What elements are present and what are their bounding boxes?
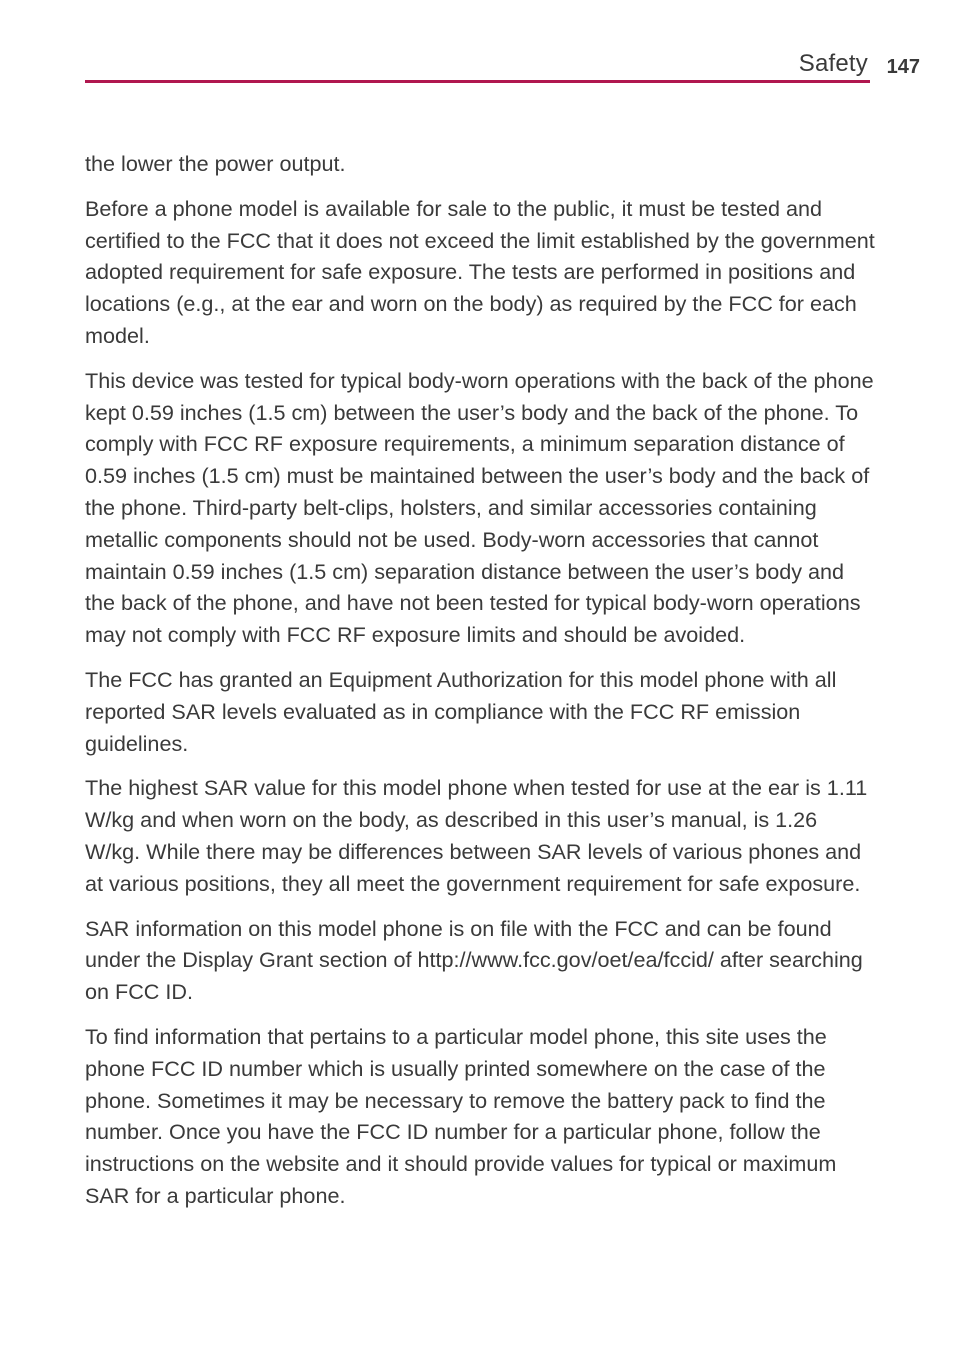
paragraph-equipment-authorization: The FCC has granted an Equipment Authorization for this model phone with all reported SAR levels evaluated as in compliance with the FCC RF emission guidelines. xyxy=(85,666,837,756)
section-title: Safety xyxy=(798,50,868,77)
paragraph-power-output: the lower the power output. xyxy=(85,151,346,176)
paragraph-body-worn-operation: This device was tested for typical body-worn operations with the back of the phone kept 0.59 inches (1.5 cm) between the user’s body and the back of the phone. To comply with FCC RF exposure requirements, a minimum separation distance of 0.59 inches (1.5 cm) must be maintained between the user’s body and the back of the phone. Third-party belt-clips, holsters, and similar accessories containing metallic components should not be used. Body-worn accessories that cannot maintain 0.59 inches (1.5 cm) separation distance between the user’s body and the back of the phone, and have not been tested for typical body-worn operations may not comply with FCC RF exposure limits and should be avoided. xyxy=(85,367,874,648)
paragraph-sar-information-link: SAR information on this model phone is on file with the FCC and can be found under the Display Grant section of http://www.fcc.gov/oet/ea/fccid/ after searching on FCC ID. xyxy=(85,915,863,1005)
paragraph-fcc-id-lookup: To find information that pertains to a particular model phone, this site uses the phone FCC ID number which is usually printed somewhere on the case of the phone. Sometimes it may be necessary to remove the battery pack to find the number. Once you have the FCC ID number for a particular phone, follow the instructions on the website and it should provide values for typical or maximum SAR for a particular phone. xyxy=(85,1023,837,1208)
header-rule xyxy=(85,80,870,83)
page-number: 147 xyxy=(886,56,920,78)
body-text xyxy=(85,148,875,1225)
paragraph-highest-sar-value: The highest SAR value for this model phone when tested for use at the ear is 1.11 W/kg and when worn on the body, as described in this user’s manual, is 1.26 W/kg. While there may be differences between SAR levels of various phones and at various positions, they all meet the government requirement for safe exposure. xyxy=(85,775,868,896)
paragraph-testing-certification: Before a phone model is available for sale to the public, it must be tested and certified to the FCC that it does not exceed the limit established by the government adopted requirement for safe exposure. The tests are performed in positions and locations (e.g., at the ear and worn on the body) as required by the FCC for each model. xyxy=(85,195,875,348)
page-header xyxy=(85,48,920,84)
